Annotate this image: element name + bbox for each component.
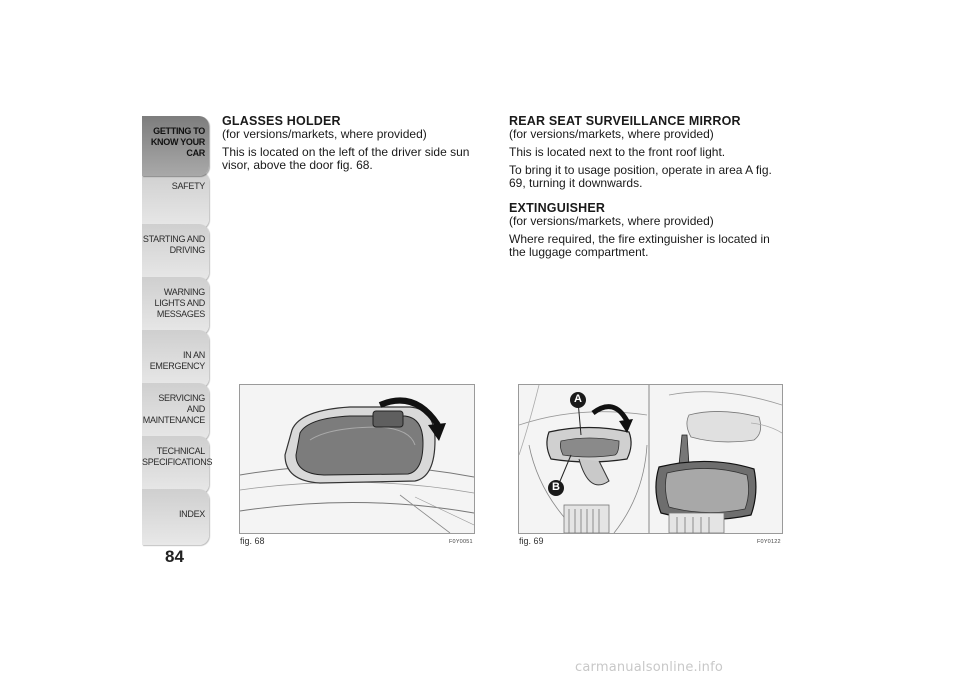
left-column xyxy=(222,115,492,177)
extinguisher-subheading: (for versions/markets, where provided) xyxy=(509,214,714,228)
figure-68-caption: fig. 68 xyxy=(240,536,265,546)
tab-label: GETTING TO KNOW YOUR CAR xyxy=(150,126,205,158)
tab-technical-specifications[interactable] xyxy=(142,436,213,494)
mirror-para-2: To bring it to usage position, operate in area A fig. 69, turning it downwards. xyxy=(509,163,772,190)
tab-label: WARNING LIGHTS AND MESSAGES xyxy=(154,287,205,319)
tab-index[interactable] xyxy=(142,489,209,545)
tab-safety[interactable] xyxy=(142,171,209,229)
tab-starting-and-driving[interactable] xyxy=(142,224,209,282)
mirror-subheading: (for versions/markets, where provided) xyxy=(509,127,714,141)
tab-in-an-emergency[interactable] xyxy=(142,330,209,388)
figure-69-rear-seat-mirror xyxy=(518,384,783,534)
callout-b-label: B xyxy=(552,481,560,493)
tab-label: SERVICING AND MAINTENANCE xyxy=(142,393,205,425)
tab-warning-lights-and-messages[interactable] xyxy=(142,277,209,335)
glasses-holder-heading: GLASSES HOLDER xyxy=(222,114,341,128)
mirror-para-1: This is located next to the front roof light. xyxy=(509,145,726,159)
glasses-holder-body: This is located on the left of the driver side sun visor, above the door fig. 68. xyxy=(222,145,470,172)
watermark: carmanualsonline.info xyxy=(575,660,724,675)
tab-label: IN AN EMERGENCY xyxy=(149,350,205,371)
figure-68-code: F0Y0051 xyxy=(449,539,473,545)
tab-getting-to-know-your-car[interactable] xyxy=(142,116,209,176)
tab-label: TECHNICAL SPECIFICATIONS xyxy=(142,446,213,467)
tab-label: INDEX xyxy=(178,509,205,519)
right-column xyxy=(509,115,774,264)
rear-seat-mirror-illustration xyxy=(519,385,782,533)
tab-label: STARTING AND DRIVING xyxy=(142,234,205,255)
glasses-holder-subheading: (for versions/markets, where provided) xyxy=(222,127,427,141)
extinguisher-heading: EXTINGUISHER xyxy=(509,201,606,215)
figure-68-glasses-holder xyxy=(239,384,475,534)
tab-servicing-and-maintenance[interactable] xyxy=(142,383,209,441)
callout-a-label: A xyxy=(574,393,582,405)
mirror-heading: REAR SEAT SURVEILLANCE MIRROR xyxy=(509,114,741,128)
glasses-holder-illustration xyxy=(240,385,474,533)
page-number: 84 xyxy=(165,547,184,566)
extinguisher-body: Where required, the fire extinguisher is located in the luggage compartment. xyxy=(509,232,770,259)
tab-label: SAFETY xyxy=(171,181,205,191)
figure-69-code: F0Y0122 xyxy=(757,539,781,545)
figure-69-caption: fig. 69 xyxy=(519,536,544,546)
